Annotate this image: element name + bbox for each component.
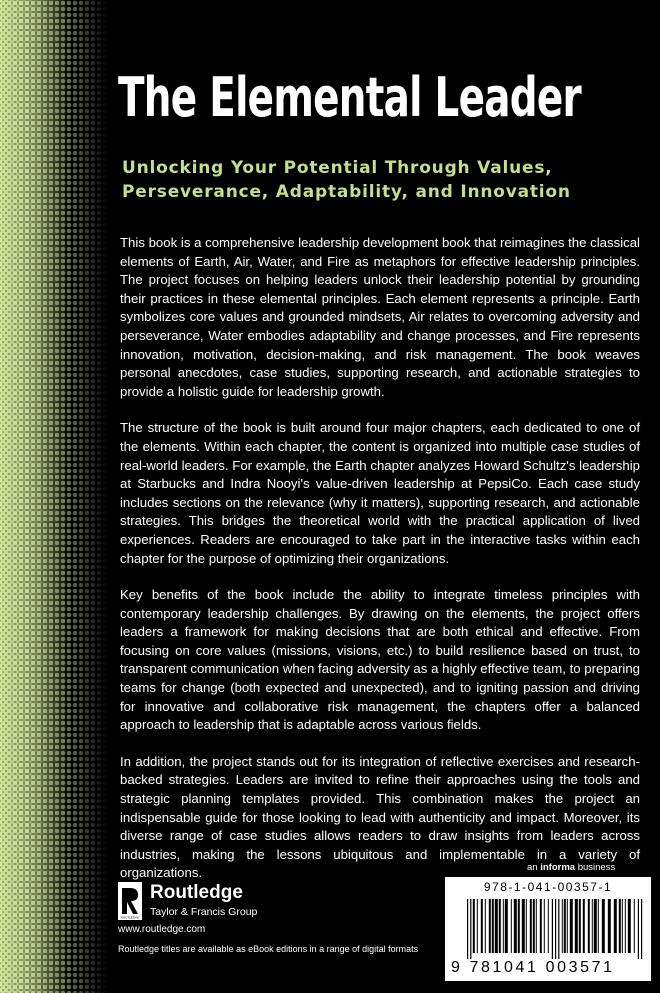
barcode-bar — [575, 899, 578, 953]
barcode-bar — [622, 899, 623, 953]
blurb — [120, 234, 640, 901]
barcode-bar — [562, 899, 563, 953]
barcode-bar — [499, 899, 501, 953]
barcode-bar — [594, 899, 597, 953]
barcode-bar — [526, 899, 527, 953]
isbn-text: 978-1-041-00357-1 — [483, 880, 613, 894]
barcode-bar — [522, 899, 525, 953]
book-title: The Elemental Leader — [118, 66, 581, 129]
barcode-bar — [514, 899, 517, 953]
logo-wordmark: ROUTLEDGE — [120, 915, 140, 920]
book-subtitle — [122, 156, 642, 204]
barcode-bar — [503, 899, 504, 953]
barcode-bar — [598, 899, 599, 953]
blurb-paragraph-3: Key benefits of the book include the ability to integrate timeless principles with contemporary leadership challenges. By drawing on the elements, the project offers leaders a framework for making decisions that are both ethical and effective. From focusing on core values (missions, visions, etc.) to build resilience based on trust, to transparent communication when facing adversity as a highly effective team, to preparing teams for change (both expected and unexpected), and to igniting passion and driving for innovative and collaborative risk management, the chapters offer a balanced approach to leadership that is adaptable across various fields. — [120, 587, 640, 733]
barcode-bar — [489, 899, 491, 953]
barcode-bar — [495, 899, 498, 953]
subtitle-line-2: Perseverance, Adaptability, and Innovation — [122, 182, 571, 202]
halftone-pattern-dense — [0, 0, 70, 993]
barcode-bar — [477, 899, 478, 953]
barcode-bar — [588, 899, 590, 953]
subtitle-line-1: Unlocking Your Potential Through Values, — [122, 158, 553, 178]
barcode-bar — [518, 899, 520, 953]
blurb-paragraph-1: This book is a comprehensive leadership development book that reimagines the classical elements of Earth, Air, Water, and Fire as metaphors for effective leadership principles. The project focuses on helping leaders unlock their leadership potential by grounding their practices in these elemental principles. Each element represents a principle. Earth symbolizes core values and grounded mindsets, Air relates to overcoming adversity and perseverance, Water embodies adaptability and change processes, and Fire represents innovation, motivation, decision-making, and risk management. The book weaves personal anecdotes, case studies, supporting research, and actionable strategies to provide a holistic guide for leadership growth. — [120, 235, 640, 399]
blurb-paragraph-2: The structure of the book is built around four major chapters, each dedicated to one of the elements. Within each chapter, the content is organized into multiple case studies of real-world leaders. For example, the Earth chapter analyzes Howard Schultz's leadership at Starbucks and Indra Nooyi's value-driven leadership at PepsiCo. Each case study includes sections on the relevance (why it matters), supporting research, and actionable strategies. This bridges the theoretical world with the practical application of lived experiences. Readers are encouraged to take part in the interactive tasks within each chapter for the purpose of optimizing their organizations. — [120, 420, 640, 566]
barcode-bar — [583, 899, 585, 953]
ebook-note: Routledge titles are available as eBook editions in a range of digital formats — [118, 944, 419, 954]
barcode-digits — [445, 959, 651, 977]
barcode-bar — [511, 899, 512, 953]
informa-prefix: an — [527, 862, 541, 873]
isbn-barcode — [445, 877, 651, 981]
barcode-bar — [467, 899, 468, 959]
informa-tagline — [527, 862, 615, 873]
barcode-bar — [614, 899, 617, 953]
barcode-bar — [473, 899, 475, 953]
barcode-bar — [555, 899, 556, 959]
publisher-website[interactable]: www.routledge.com — [118, 924, 206, 935]
barcode-bar — [641, 899, 642, 959]
barcode-bar — [625, 899, 626, 953]
blurb-paragraph-4: In addition, the project stands out for its integration of reflective exercises and research-backed strategies. Leaders are invited to refine their approaches using the tools and strategic planning templates provided. This combination makes the project an indispensable guide for those looking to lead with authenticity and impact. Moreover, its diverse range of case studies allows readers to draw insights from leaders across industries, making the lessons ubiquitous and implementable in a variety of organizations. — [120, 753, 640, 881]
barcode-bar — [485, 899, 486, 953]
barcode-bar — [470, 899, 471, 959]
barcode-bar — [592, 899, 593, 953]
barcode-bar — [602, 899, 605, 953]
publisher-group: Taylor & Francis Group — [150, 906, 258, 918]
barcode-bar — [558, 899, 559, 959]
barcode-digits-text: 9 781041 003571 — [451, 959, 615, 976]
barcode-bar — [540, 899, 542, 953]
routledge-logo-icon — [118, 882, 142, 920]
informa-word: informa — [540, 862, 576, 873]
barcode-bar — [619, 899, 621, 953]
informa-suffix: business — [575, 862, 616, 873]
barcode-bar — [552, 899, 553, 959]
barcode-bar — [481, 899, 483, 953]
barcode-bars-icon — [467, 899, 643, 959]
barcode-bar — [530, 899, 532, 953]
barcode-bar — [634, 899, 635, 953]
barcode-bar — [544, 899, 545, 953]
barcode-bar — [564, 899, 566, 953]
barcode-bar — [638, 899, 639, 959]
barcode-bar — [533, 899, 535, 953]
barcode-bar — [505, 899, 508, 953]
barcode-bar — [628, 899, 631, 953]
publisher-name: Routledge — [150, 882, 243, 903]
barcode-bar — [492, 899, 494, 953]
barcode-bar — [608, 899, 611, 953]
barcode-bar — [579, 899, 581, 953]
barcode-bar — [567, 899, 568, 953]
barcode-bar — [548, 899, 549, 953]
barcode-bar — [570, 899, 573, 953]
barcode-bar — [536, 899, 537, 953]
